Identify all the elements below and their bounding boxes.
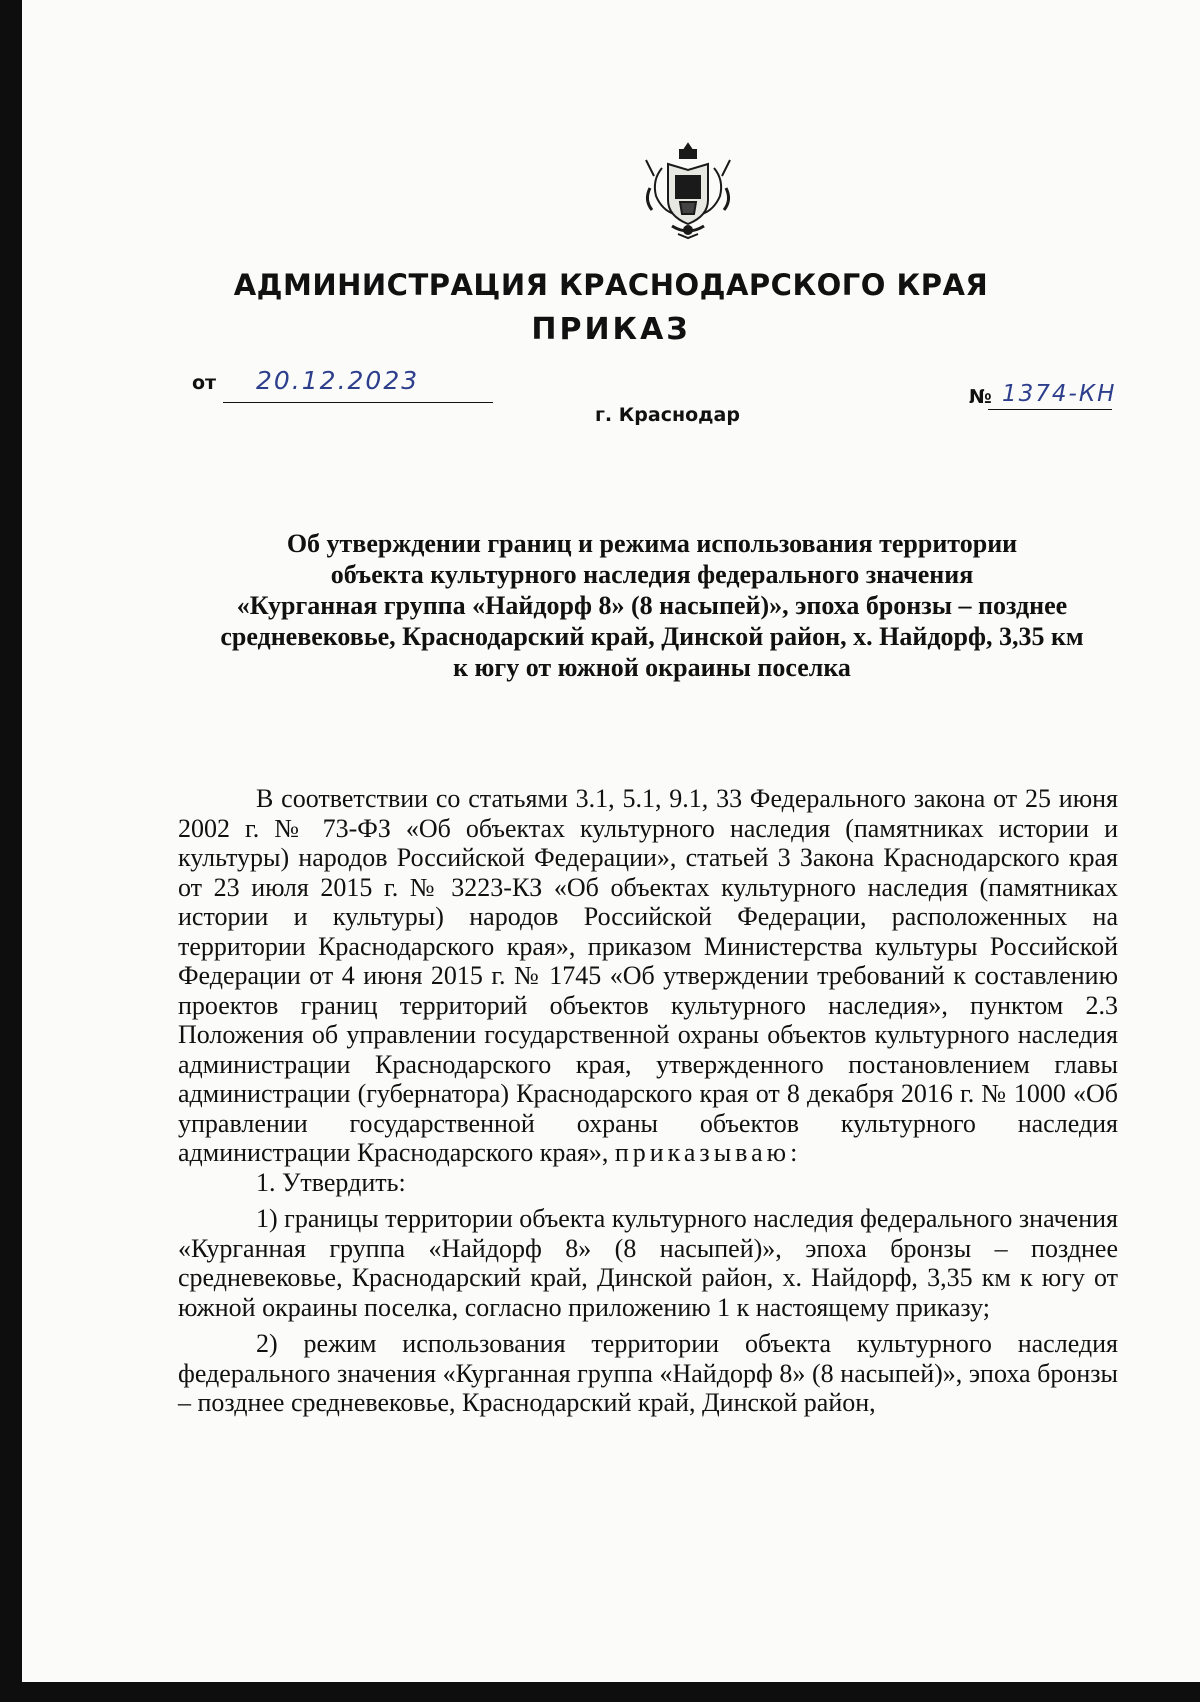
title-line: к югу от южной окраины поселка <box>453 653 851 682</box>
document-title <box>182 528 1122 683</box>
preamble-paragraph <box>178 784 1118 1168</box>
date-value: 20.12.2023 <box>256 366 420 395</box>
city-label: г. Краснодар <box>595 404 740 426</box>
document-type: ПРИКАЗ <box>531 312 691 347</box>
document-body <box>178 784 1118 1418</box>
number-value: 1374-КН <box>1002 381 1117 407</box>
subpoint-2: 2) режим использования территории объекта культурного наследия федерального значения «Курганная группа «Найдорф 8» (8 насыпей)», эпоха бронзы – позднее средневековье, Краснодарский край, Динской район, <box>178 1329 1118 1417</box>
date-prefix: от <box>192 372 217 394</box>
preamble-text: В соответствии со статьями 3.1, 5.1, 9.1, 33 Федерального закона от 25 июня 2002 г. № 73-ФЗ «Об объектах культурного наследия (памятниках истории и культуры) народов Российской Федерации», статьей 3 Закона Краснодарского края от 23 июля 2015 г. № 3223-КЗ «Об объектах культурного наследия (памятниках истории и культуры) народов Российской Федерации, расположенных на территории Краснодарского края», приказом Министерства культуры Российской Федерации от 4 июня 2015 г. № 1745 «Об утверждении требований к составлению проектов границ территорий объектов культурного наследия», пунктом 2.3 Положения об управлении государственной охраны объектов культурного наследия администрации Краснодарского края, утвержденного постановлением главы администрации (губернатора) Краснодарского края от 8 декабря 2016 г. № 1000 «Об управлении государственной охраны объектов культурного наследия администрации Краснодарского края», <box>178 784 1118 1167</box>
point-1: 1. Утвердить: <box>256 1167 406 1197</box>
number-underline <box>988 409 1112 410</box>
title-line: объекта культурного наследия федерального значения <box>330 560 974 589</box>
order-word: приказываю: <box>614 1138 802 1167</box>
subpoint-1: 1) границы территории объекта культурного наследия федерального значения «Курганная группа «Найдорф 8» (8 насыпей)», эпоха бронзы – позднее средневековье, Краснодарский край, Динской район, х. Найдорф, 3,35 км к югу от южной окраины поселка, согласно приложению 1 к настоящему приказу; <box>178 1204 1118 1322</box>
date-underline <box>223 402 493 403</box>
document-page <box>22 0 1200 1682</box>
title-line: «Курганная группа «Найдорф 8» (8 насыпей)», эпоха бронзы – позднее <box>236 591 1068 620</box>
title-line: Об утверждении границ и режима использования территории <box>286 529 1018 558</box>
title-line: средневековье, Краснодарский край, Динской район, х. Найдорф, 3,35 км <box>220 622 1084 651</box>
coat-of-arms-icon <box>642 140 734 240</box>
organization-name: АДМИНИСТРАЦИЯ КРАСНОДАРСКОГО КРАЯ <box>233 268 989 302</box>
number-prefix: № <box>969 386 992 408</box>
